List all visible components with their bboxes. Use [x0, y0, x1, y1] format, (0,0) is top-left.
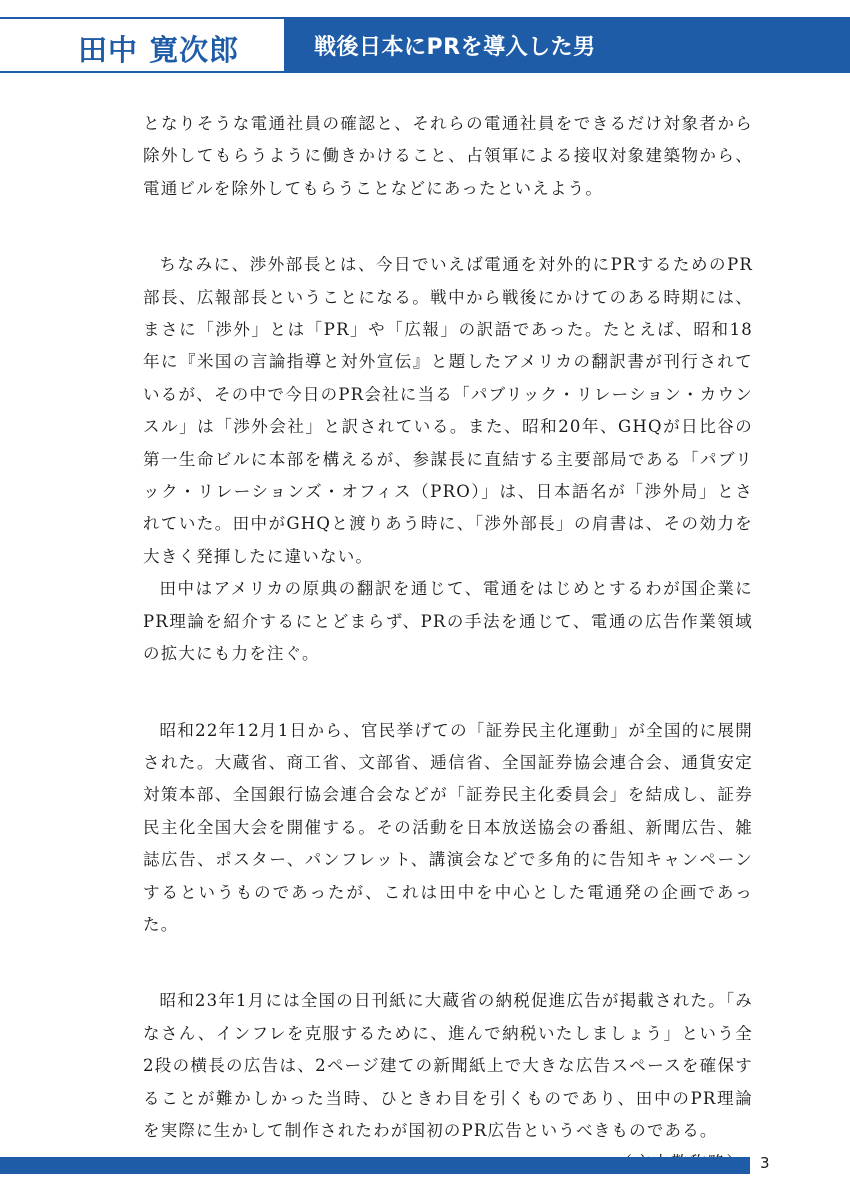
paragraph-5: 昭和23年1月には全国の日刊紙に大蔵省の納税促進広告が掲載された。「みなさん、インフレを克服するために、進んで納税いたしましょう」という全2段の横長の広告は、2ページ建ての新聞紙上で大きな広告スペースを確保することが難かしかった当時、ひときわ目を引くものであり、田中のPR理論を実際に生かして制作されたわが国初のPR広告というべきものである。	[143, 991, 753, 1140]
paragraph-gap	[143, 941, 753, 985]
footer-bar	[0, 1157, 750, 1174]
page-title: 戦後日本にPRを導入した男	[314, 35, 596, 60]
paragraph-gap	[143, 671, 753, 715]
paragraph-gap	[143, 205, 753, 249]
paragraph-3: 田中はアメリカの原典の翻訳を通じて、電通をはじめとするわが国企業にPR理論を紹介するにとどまらず、PRの手法を通じて、電通の広告作業領域の拡大にも力を注ぐ。	[143, 579, 753, 664]
page-header	[0, 17, 850, 73]
page-number: 3	[760, 1154, 770, 1172]
paragraph-2: ちなみに、渉外部長とは、今日でいえば電通を対外的にPRするためのPR部長、広報部長ということになる。戦中から戦後にかけてのある時期には、まさに「渉外」とは「PR」や「広報」の訳語であった。たとえば、昭和18年に『米国の言論指導と対外宣伝』と題したアメリカの翻訳書が刊行されているが、その中で今日のPR会社に当る「パブリック・リレーション・カウンスル」は「渉外会社」と訳されている。また、昭和20年、GHQが日比谷の第一生命ビルに本部を構えるが、参謀長に直結する主要部局である「パブリック・リレーションズ・オフィス（PRO）」は、日本語名が「渉外局」とされていた。田中がGHQと渡りあう時に、「渉外部長」の肩書は、その効力を大きく発揮したに違いない。	[143, 255, 753, 566]
article-body	[143, 108, 753, 1180]
author-name-box	[0, 17, 284, 73]
title-banner	[284, 17, 850, 73]
paragraph-1: となりそうな電通社員の確認と、それらの電通社員をできるだけ対象者から除外してもらうように働きかけること、占領軍による接収対象建築物から、電通ビルを除外してもらうことなどにあったといえよう。	[143, 114, 753, 198]
author-name: 田中 寛次郎	[78, 33, 240, 67]
paragraph-4: 昭和22年12月1日から、官民挙げての「証券民主化運動」が全国的に展開された。大蔵省、商工省、文部省、逓信省、全国証券協会連合会、通貨安定対策本部、全国銀行協会連合会などが「証券民主化委員会」を結成し、証券民主化全国大会を開催する。その活動を日本放送協会の番組、新聞広告、雑誌広告、ポスター、パンフレット、講演会などで多角的に告知キャンペーンするというものであったが、これは田中を中心とした電通発の企画であった。	[143, 720, 753, 934]
